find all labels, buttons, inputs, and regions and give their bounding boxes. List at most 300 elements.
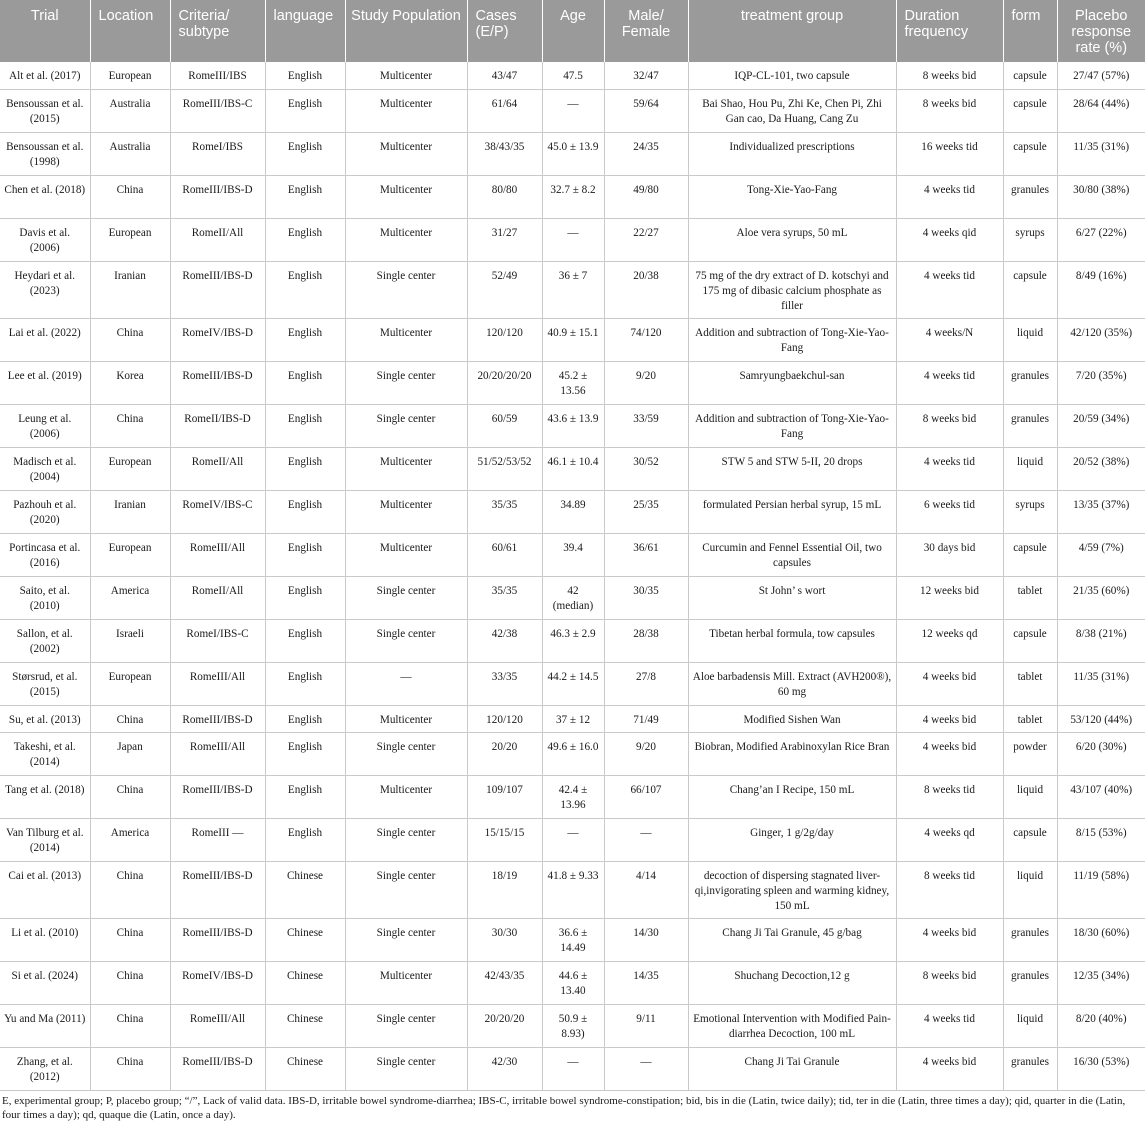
cell-cases: 15/15/15 [467,818,542,861]
cell-placebo-rate: 20/59 (34%) [1057,404,1145,447]
cell-criteria: RomeIV/IBS-D [170,961,265,1004]
cell-criteria: RomeIV/IBS-D [170,318,265,361]
cell-trial: Davis et al. (2006) [0,218,90,261]
header-criteria: Criteria/ subtype [170,0,265,62]
cell-age: 37 ± 12 [542,705,604,732]
cell-treatment: Tibetan herbal formula, tow capsules [688,619,896,662]
cell-form: capsule [1003,533,1057,576]
cell-age: 43.6 ± 13.9 [542,404,604,447]
cell-duration: 16 weeks tid [896,132,1003,175]
cell-criteria: RomeIII/IBS-D [170,1047,265,1090]
cell-male-female: 32/47 [604,62,688,89]
cell-age: 49.6 ± 16.0 [542,732,604,775]
cell-treatment: STW 5 and STW 5-II, 20 drops [688,447,896,490]
header-form: form [1003,0,1057,62]
table-row [0,732,1145,775]
cell-form: tablet [1003,662,1057,705]
cell-criteria: RomeI/IBS [170,132,265,175]
table-row [0,705,1145,732]
table-row [0,1047,1145,1090]
cell-trial: Sallon, et al. (2002) [0,619,90,662]
cell-cases: 51/52/53/52 [467,447,542,490]
cell-trial: Heydari et al. (2023) [0,261,90,318]
cell-location: Japan [90,732,170,775]
cell-cases: 61/64 [467,89,542,132]
cell-trial: Bensoussan et al. (1998) [0,132,90,175]
table-row [0,533,1145,576]
cell-age: — [542,818,604,861]
cell-population: Multicenter [345,447,467,490]
cell-location: Israeli [90,619,170,662]
cell-male-female: 59/64 [604,89,688,132]
cell-population: Multicenter [345,218,467,261]
cell-location: European [90,447,170,490]
cell-form: liquid [1003,318,1057,361]
cell-location: China [90,318,170,361]
table-row [0,662,1145,705]
cell-male-female: 27/8 [604,662,688,705]
cell-duration: 4 weeks bid [896,732,1003,775]
cell-placebo-rate: 6/20 (30%) [1057,732,1145,775]
cell-cases: 20/20/20 [467,1004,542,1047]
cell-language: Chinese [265,1047,345,1090]
cell-form: granules [1003,918,1057,961]
cell-placebo-rate: 12/35 (34%) [1057,961,1145,1004]
cell-population: Single center [345,732,467,775]
cell-male-female: 25/35 [604,490,688,533]
cell-male-female: 9/11 [604,1004,688,1047]
cell-age: 44.6 ± 13.40 [542,961,604,1004]
table-row [0,576,1145,619]
cell-trial: Størsrud, et al. (2015) [0,662,90,705]
cell-duration: 8 weeks tid [896,861,1003,918]
cell-location: European [90,533,170,576]
cell-criteria: RomeIII — [170,818,265,861]
cell-age: 36 ± 7 [542,261,604,318]
cell-form: capsule [1003,261,1057,318]
table-row [0,490,1145,533]
cell-criteria: RomeIII/IBS-D [170,918,265,961]
table-row [0,861,1145,918]
header-row [0,0,1145,62]
cell-language: English [265,775,345,818]
cell-form: tablet [1003,576,1057,619]
cell-trial: Madisch et al. (2004) [0,447,90,490]
cell-population: Single center [345,918,467,961]
table-body [0,62,1145,1090]
header-location: Location [90,0,170,62]
cell-criteria: RomeIII/All [170,533,265,576]
cell-male-female: 14/35 [604,961,688,1004]
header-duration: Duration frequency [896,0,1003,62]
cell-male-female: — [604,1047,688,1090]
cell-treatment: Chang Ji Tai Granule [688,1047,896,1090]
cell-treatment: IQP-CL-101, two capsule [688,62,896,89]
cell-duration: 30 days bid [896,533,1003,576]
cell-male-female: 33/59 [604,404,688,447]
cell-location: European [90,662,170,705]
cell-treatment: Chang’an I Recipe, 150 mL [688,775,896,818]
cell-language: English [265,818,345,861]
cell-placebo-rate: 18/30 (60%) [1057,918,1145,961]
cell-age: 40.9 ± 15.1 [542,318,604,361]
cell-population: Multicenter [345,62,467,89]
cell-age: 32.7 ± 8.2 [542,175,604,218]
cell-criteria: RomeI/IBS-C [170,619,265,662]
cell-age: — [542,89,604,132]
table-row [0,175,1145,218]
cell-language: English [265,89,345,132]
cell-population: Single center [345,1047,467,1090]
cell-location: China [90,705,170,732]
cell-form: capsule [1003,132,1057,175]
cell-duration: 12 weeks qd [896,619,1003,662]
cell-form: granules [1003,175,1057,218]
cell-location: China [90,1004,170,1047]
cell-duration: 8 weeks bid [896,89,1003,132]
cell-form: liquid [1003,1004,1057,1047]
cell-treatment: Chang Ji Tai Granule, 45 g/bag [688,918,896,961]
cell-language: English [265,62,345,89]
cell-language: English [265,132,345,175]
cell-trial: Alt et al. (2017) [0,62,90,89]
cell-age: 44.2 ± 14.5 [542,662,604,705]
table-row [0,62,1145,89]
cell-cases: 80/80 [467,175,542,218]
cell-language: English [265,175,345,218]
cell-treatment: formulated Persian herbal syrup, 15 mL [688,490,896,533]
cell-treatment: Aloe vera syrups, 50 mL [688,218,896,261]
cell-form: syrups [1003,218,1057,261]
cell-criteria: RomeII/IBS-D [170,404,265,447]
cell-form: powder [1003,732,1057,775]
cell-form: granules [1003,1047,1057,1090]
cell-location: America [90,576,170,619]
table-header [0,0,1145,62]
cell-age: 45.2 ± 13.56 [542,361,604,404]
cell-age: 42 (median) [542,576,604,619]
cell-location: Australia [90,89,170,132]
cell-placebo-rate: 28/64 (44%) [1057,89,1145,132]
cell-location: China [90,404,170,447]
cell-criteria: RomeIII/All [170,1004,265,1047]
cell-placebo-rate: 11/35 (31%) [1057,662,1145,705]
cell-duration: 8 weeks tid [896,775,1003,818]
cell-location: Iranian [90,261,170,318]
table-row [0,132,1145,175]
cell-trial: Su, et al. (2013) [0,705,90,732]
cell-male-female: 22/27 [604,218,688,261]
cell-criteria: RomeIII/IBS-D [170,261,265,318]
cell-male-female: 66/107 [604,775,688,818]
cell-population: Multicenter [345,775,467,818]
cell-treatment: Biobran, Modified Arabinoxylan Rice Bran [688,732,896,775]
cell-language: English [265,261,345,318]
cell-cases: 60/59 [467,404,542,447]
cell-placebo-rate: 11/19 (58%) [1057,861,1145,918]
cell-cases: 42/30 [467,1047,542,1090]
cell-cases: 18/19 [467,861,542,918]
cell-trial: Takeshi, et al. (2014) [0,732,90,775]
header-cases: Cases (E/P) [467,0,542,62]
cell-language: Chinese [265,1004,345,1047]
cell-form: granules [1003,404,1057,447]
cell-location: Australia [90,132,170,175]
cell-cases: 42/38 [467,619,542,662]
cell-language: English [265,318,345,361]
cell-population: Single center [345,361,467,404]
cell-location: China [90,175,170,218]
cell-population: Multicenter [345,132,467,175]
cell-cases: 35/35 [467,490,542,533]
header-placebo: Placebo response rate (%) [1057,0,1145,62]
header-treatment: treatment group [688,0,896,62]
cell-duration: 4 weeks bid [896,918,1003,961]
cell-language: Chinese [265,861,345,918]
cell-duration: 12 weeks bid [896,576,1003,619]
cell-language: English [265,576,345,619]
cell-trial: Li et al. (2010) [0,918,90,961]
cell-form: capsule [1003,62,1057,89]
cell-language: Chinese [265,918,345,961]
cell-criteria: RomeII/All [170,576,265,619]
table-row [0,961,1145,1004]
cell-location: China [90,861,170,918]
cell-treatment: Tong-Xie-Yao-Fang [688,175,896,218]
header-trial: Trial [0,0,90,62]
cell-placebo-rate: 11/35 (31%) [1057,132,1145,175]
cell-placebo-rate: 8/49 (16%) [1057,261,1145,318]
cell-trial: Chen et al. (2018) [0,175,90,218]
cell-location: Iranian [90,490,170,533]
cell-population: Single center [345,861,467,918]
cell-criteria: RomeIII/IBS-D [170,175,265,218]
cell-trial: Van Tilburg et al. (2014) [0,818,90,861]
cell-trial: Portincasa et al. (2016) [0,533,90,576]
cell-form: capsule [1003,619,1057,662]
cell-placebo-rate: 30/80 (38%) [1057,175,1145,218]
cell-duration: 4 weeks tid [896,261,1003,318]
cell-population: Multicenter [345,705,467,732]
cell-language: English [265,361,345,404]
table-footnote: E, experimental group; P, placebo group; “/”, Lack of valid data. IBS-D, irritable bowel syndrome-diarrhea; IBS-C, irritable bowel syndrome-constipation; bid, bis in die (Latin, twice daily); tid, ter in die (Latin, three times a day); qid, quarter in die (Latin, four times a day); qd, quaque die (Latin, once a day). [2,1094,1126,1121]
cell-language: English [265,490,345,533]
header-age: Age [542,0,604,62]
cell-cases: 120/120 [467,318,542,361]
cell-duration: 8 weeks bid [896,961,1003,1004]
cell-criteria: RomeIII/IBS [170,62,265,89]
cell-population: Multicenter [345,89,467,132]
cell-form: granules [1003,361,1057,404]
cell-language: English [265,404,345,447]
cell-trial: Pazhouh et al. (2020) [0,490,90,533]
cell-treatment: Bai Shao, Hou Pu, Zhi Ke, Chen Pi, Zhi Gan cao, Da Huang, Cang Zu [688,89,896,132]
cell-population: Multicenter [345,490,467,533]
cell-population: Single center [345,261,467,318]
cell-treatment: Individualized prescriptions [688,132,896,175]
cell-placebo-rate: 8/20 (40%) [1057,1004,1145,1047]
table-row [0,261,1145,318]
cell-form: tablet [1003,705,1057,732]
cell-duration: 4 weeks bid [896,1047,1003,1090]
table-row [0,361,1145,404]
cell-location: China [90,961,170,1004]
cell-age: 39.4 [542,533,604,576]
cell-criteria: RomeIII/IBS-D [170,361,265,404]
cell-treatment: Emotional Intervention with Modified Pain-diarrhea Decoction, 100 mL [688,1004,896,1047]
cell-trial: Si et al. (2024) [0,961,90,1004]
cell-male-female: 28/38 [604,619,688,662]
cell-male-female: 20/38 [604,261,688,318]
cell-treatment: Curcumin and Fennel Essential Oil, two capsules [688,533,896,576]
cell-male-female: 9/20 [604,732,688,775]
cell-duration: 4 weeks qid [896,218,1003,261]
cell-age: 47.5 [542,62,604,89]
cell-form: capsule [1003,818,1057,861]
table-row [0,818,1145,861]
cell-cases: 35/35 [467,576,542,619]
cell-placebo-rate: 4/59 (7%) [1057,533,1145,576]
table-row [0,318,1145,361]
cell-language: English [265,447,345,490]
cell-duration: 4 weeks bid [896,662,1003,705]
cell-cases: 52/49 [467,261,542,318]
table-row [0,1004,1145,1047]
cell-criteria: RomeIII/IBS-D [170,775,265,818]
cell-age: 36.6 ± 14.49 [542,918,604,961]
header-sex: Male/ Female [604,0,688,62]
cell-placebo-rate: 16/30 (53%) [1057,1047,1145,1090]
cell-criteria: RomeIII/IBS-D [170,705,265,732]
cell-trial: Cai et al. (2013) [0,861,90,918]
cell-population: Multicenter [345,318,467,361]
cell-age: 46.1 ± 10.4 [542,447,604,490]
table-row [0,619,1145,662]
cell-treatment: Samryungbaekchul-san [688,361,896,404]
cell-cases: 43/47 [467,62,542,89]
cell-duration: 4 weeks tid [896,1004,1003,1047]
cell-male-female: 14/30 [604,918,688,961]
cell-cases: 42/43/35 [467,961,542,1004]
cell-treatment: Modified Sishen Wan [688,705,896,732]
cell-male-female: 71/49 [604,705,688,732]
cell-male-female: 36/61 [604,533,688,576]
cell-population: Multicenter [345,533,467,576]
cell-language: English [265,705,345,732]
cell-location: America [90,818,170,861]
cell-population: — [345,662,467,705]
cell-criteria: RomeIII/IBS-C [170,89,265,132]
cell-placebo-rate: 27/47 (57%) [1057,62,1145,89]
cell-criteria: RomeIII/IBS-D [170,861,265,918]
cell-male-female: — [604,818,688,861]
cell-age: — [542,1047,604,1090]
cell-criteria: RomeII/All [170,447,265,490]
cell-language: English [265,732,345,775]
table-row [0,775,1145,818]
cell-male-female: 4/14 [604,861,688,918]
cell-language: English [265,218,345,261]
cell-language: English [265,533,345,576]
header-language: language [265,0,345,62]
cell-cases: 33/35 [467,662,542,705]
cell-location: China [90,1047,170,1090]
cell-trial: Zhang, et al. (2012) [0,1047,90,1090]
cell-trial: Bensoussan et al. (2015) [0,89,90,132]
cell-age: 34.89 [542,490,604,533]
cell-form: liquid [1003,447,1057,490]
cell-cases: 20/20 [467,732,542,775]
cell-population: Multicenter [345,175,467,218]
cell-age: 41.8 ± 9.33 [542,861,604,918]
cell-placebo-rate: 6/27 (22%) [1057,218,1145,261]
cell-male-female: 30/52 [604,447,688,490]
cell-placebo-rate: 53/120 (44%) [1057,705,1145,732]
cell-male-female: 30/35 [604,576,688,619]
cell-placebo-rate: 43/107 (40%) [1057,775,1145,818]
cell-form: granules [1003,961,1057,1004]
cell-form: syrups [1003,490,1057,533]
cell-cases: 120/120 [467,705,542,732]
cell-duration: 4 weeks bid [896,705,1003,732]
cell-treatment: Aloe barbadensis Mill. Extract (AVH200®), 60 mg [688,662,896,705]
cell-placebo-rate: 42/120 (35%) [1057,318,1145,361]
cell-duration: 4 weeks qd [896,818,1003,861]
cell-male-female: 74/120 [604,318,688,361]
table-row [0,89,1145,132]
cell-age: 42.4 ± 13.96 [542,775,604,818]
cell-language: English [265,662,345,705]
cell-location: Korea [90,361,170,404]
cell-trial: Yu and Ma (2011) [0,1004,90,1047]
cell-treatment: 75 mg of the dry extract of D. kotschyi and 175 mg of dibasic calcium phosphate as filler [688,261,896,318]
cell-placebo-rate: 8/15 (53%) [1057,818,1145,861]
cell-cases: 31/27 [467,218,542,261]
table-row [0,404,1145,447]
cell-age: 50.9 ± 8.93) [542,1004,604,1047]
cell-cases: 38/43/35 [467,132,542,175]
cell-trial: Tang et al. (2018) [0,775,90,818]
cell-trial: Saito, et al. (2010) [0,576,90,619]
cell-placebo-rate: 7/20 (35%) [1057,361,1145,404]
cell-treatment: Addition and subtraction of Tong-Xie-Yao-Fang [688,318,896,361]
cell-age: 45.0 ± 13.9 [542,132,604,175]
cell-location: European [90,218,170,261]
cell-cases: 20/20/20/20 [467,361,542,404]
cell-treatment: Ginger, 1 g/2g/day [688,818,896,861]
cell-duration: 8 weeks bid [896,62,1003,89]
cell-population: Single center [345,619,467,662]
cell-duration: 4 weeks/N [896,318,1003,361]
cell-location: European [90,62,170,89]
cell-form: capsule [1003,89,1057,132]
cell-duration: 4 weeks tid [896,175,1003,218]
cell-placebo-rate: 13/35 (37%) [1057,490,1145,533]
table-row [0,218,1145,261]
cell-placebo-rate: 8/38 (21%) [1057,619,1145,662]
cell-form: liquid [1003,775,1057,818]
cell-treatment: St John’ s wort [688,576,896,619]
cell-age: 46.3 ± 2.9 [542,619,604,662]
cell-trial: Lee et al. (2019) [0,361,90,404]
cell-population: Single center [345,818,467,861]
cell-cases: 109/107 [467,775,542,818]
cell-age: — [542,218,604,261]
cell-trial: Leung et al. (2006) [0,404,90,447]
cell-criteria: RomeII/All [170,218,265,261]
cell-duration: 8 weeks bid [896,404,1003,447]
cell-population: Single center [345,1004,467,1047]
